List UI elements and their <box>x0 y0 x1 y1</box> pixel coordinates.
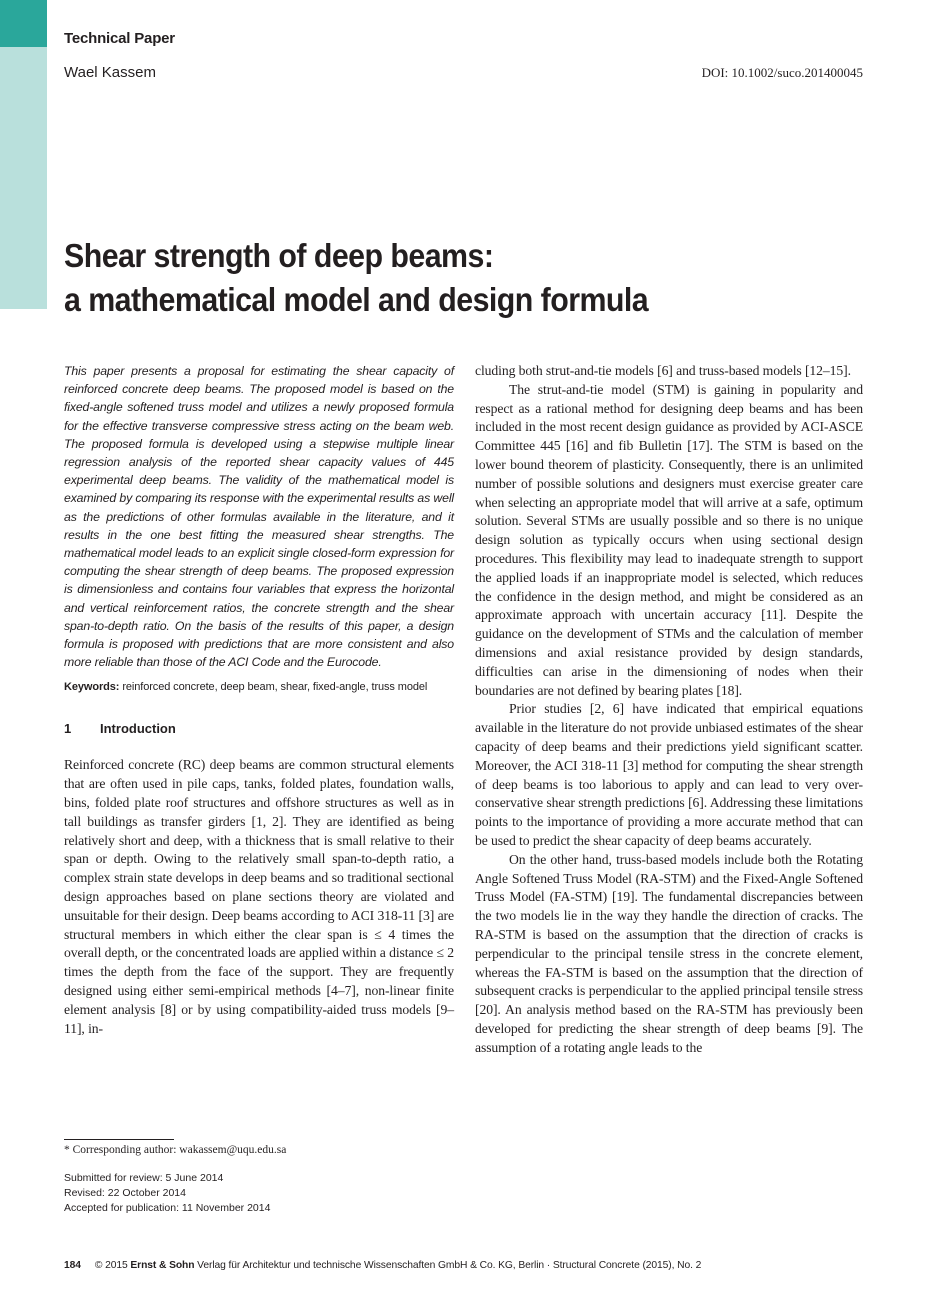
right-paragraph-3: On the other hand, truss-based models include both the Rotating Angle Softened Truss Model (RA-STM) and the Fixed-Angle Softened Truss Model (FA-STM) [19]. The fundamental discrepancies between the two models lie in the way they handle the direction of cracks. The RA-STM is based on the assumption that the direction of cracks is perpendicular to the principal tensile stress in the concrete element, whereas the FA-STM is based on the assumption that the direction of subsequent cracks is perpendicular to the applied principal tensile stress [20]. An analysis method based on the RA-STM has previously been developed for predicting the shear strength of deep beams [9]. The assumption of a rotating angle leads to the <box>475 851 863 1055</box>
section-title: Introduction <box>100 721 176 737</box>
keywords <box>64 681 454 693</box>
section-heading <box>64 721 454 736</box>
title-line-2: a mathematical model and design formula <box>64 281 649 318</box>
title-line-1: Shear strength of deep beams: <box>64 237 494 274</box>
footer-publisher: Ernst & Sohn <box>130 1260 195 1271</box>
accepted-date: Accepted for publication: 11 November 2014 <box>64 1202 271 1214</box>
right-paragraph-2: Prior studies [2, 6] have indicated that empirical equations available in the literature do not provide unbiased estimates of the shear capacity of deep beams and their predictions yield significant scatter. Moreover, the ACI 318-11 [3] method for computing the shear strength of deep beams is too laborious to apply and can lead to very over-conservative shear strength predictions [6]. Addressing these limitations points to the importance of providing a more accurate method that can be used to predict the shear capacity of deep beams accurately. <box>475 701 863 848</box>
right-paragraph-1: The strut-and-tie model (STM) is gaining in popularity and respect as a rational method for designing deep beams and has been included in the most recent design guidance as provided by ACI-ASCE Committee 445 [16] and fib Bulletin [17]. The STM is based on the lower bound theorem of plasticity. Consequently, there is an unlimited number of possible solutions and designers must exercise greater care when selecting an appropriate model that will arrive at a safe, optimum solution. Several STMs are usually possible and so there is no unique design solution as typically occurs when using sectional design procedures. This flexibility may lead to inadequate strength to support the applied loads if an inappropriate model is selected, which reduces the confidence in the design method, and might be considered as an approximate approach with uncertain accuracy [11]. Despite the guidance on the development of STMs and the calculation of member dimensions and axial resistance provided by design standards, difficulties can arise in the dimensioning of nodes when their boundaries are not defined by bearing plates [18]. <box>475 381 863 698</box>
keywords-text: reinforced concrete, deep beam, shear, fixed-angle, truss model <box>122 681 428 694</box>
footer-text: Verlag für Architektur und technische Wissenschaften GmbH & Co. KG, Berlin · Structural Concrete (2015), No. 2 <box>194 1260 702 1271</box>
doi[interactable]: DOI: 10.1002/suco.201400045 <box>701 65 863 80</box>
article-type-label: Technical Paper <box>64 30 175 47</box>
right-column <box>475 362 863 1057</box>
left-column <box>64 362 454 1038</box>
author-name: Wael Kassem <box>64 64 156 81</box>
abstract: This paper presents a proposal for estimating the shear capacity of reinforced concrete deep beams. The proposed model is based on the fixed-angle softened truss model and utilizes a newly proposed formula for the effective transverse compressive stress acting on the beam web. The proposed formula is developed using a stepwise multiple linear regression analysis of the reported shear capacity values of 445 experimental deep beams. The validity of the mathematical model is examined by comparing its response with the experimental results as well as the predictions of other formulas available in the literature, and it results in the one best fitting the measured shear strengths. The mathematical model leads to an explicit single closed-form expression for computing the shear strength of deep beams. The proposed expression is dimensionless and contains four variables that express the horizontal and vertical reinforcement ratios, the concrete strength and the shear span-to-depth ratio. On the basis of the results of this paper, a design formula is proposed with predictions that are more consistent and also more reliable than those of the ACI Code and the Eurocode. <box>64 364 454 670</box>
accent-bar-top <box>0 0 47 47</box>
submission-dates <box>64 1171 270 1216</box>
keywords-label: Keywords: <box>64 681 120 694</box>
footer-copyright: © 2015 <box>94 1260 131 1271</box>
footnote-rule <box>64 1139 174 1140</box>
submitted-date: Submitted for review: 5 June 2014 <box>64 1172 224 1184</box>
section-number: 1 <box>64 721 72 737</box>
accent-bar-side <box>0 47 47 309</box>
page-number: 184 <box>64 1260 81 1271</box>
right-paragraph-0: cluding both strut-and-tie models [6] and truss-based models [12–15]. <box>475 363 851 378</box>
page-footer <box>64 1260 701 1271</box>
corresponding-author-footnote: * Corresponding author: wakassem@uqu.edu.sa <box>64 1144 287 1156</box>
revised-date: Revised: 22 October 2014 <box>64 1187 186 1199</box>
intro-paragraph-1: Reinforced concrete (RC) deep beams are common structural elements that are often used in pile caps, tanks, folded plates, foundation walls, bins, folded plate roof structures and offshore structures as well as in tall buildings as transfer girders [1, 2]. They are identified as being relatively short and deep, with a thickness that is small relative to their span or depth. Owing to the relatively small span-to-depth ratio, a complex strain state develops in deep beams and so traditional sectional design approaches based on plane sections theory are violated and unsuitable for their design. Deep beams according to ACI 318-11 [3] are structural members in which either the clear span is ≤ 4 times the overall depth, or the concentrated loads are applied within a distance ≤ 2 times the depth from the face of the support. They are frequently designed using either semi-empirical methods [4–7], non-linear finite element analysis [8] or by using compatibility-aided truss models [9–11], in- <box>64 757 454 1036</box>
paper-title <box>64 234 800 322</box>
